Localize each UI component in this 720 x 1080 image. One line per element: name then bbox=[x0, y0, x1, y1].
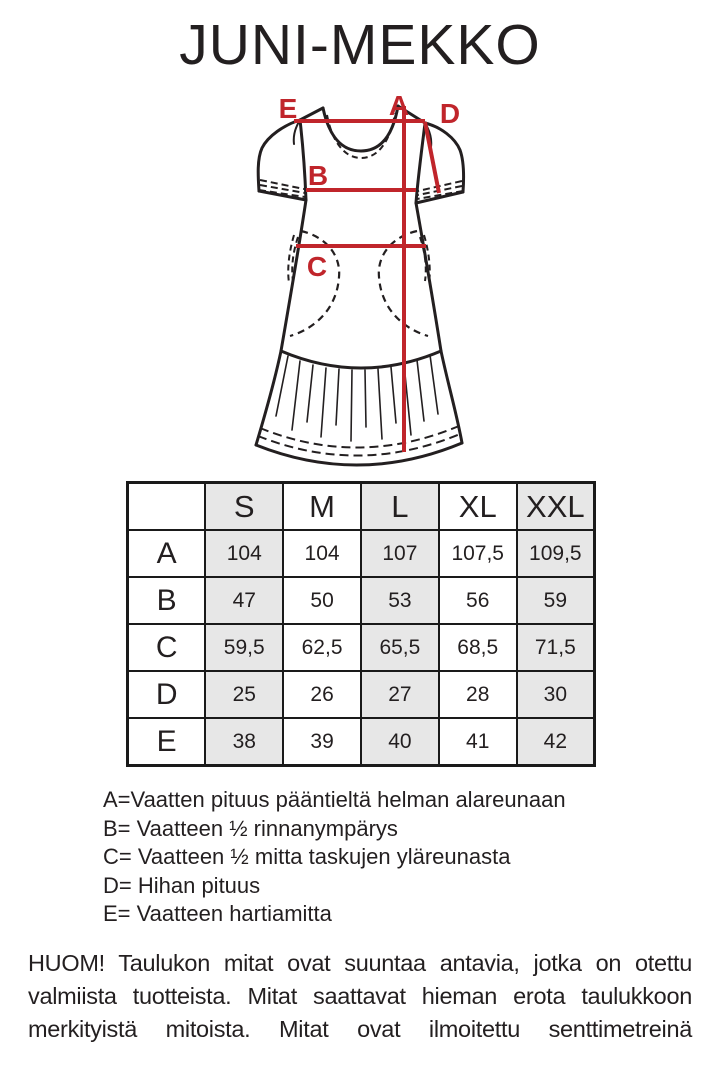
cell-b-xl: 56 bbox=[439, 577, 517, 624]
table-row-a bbox=[128, 530, 595, 577]
cell-c-xl: 68,5 bbox=[439, 624, 517, 671]
cell-c-l: 65,5 bbox=[361, 624, 439, 671]
armhole-right bbox=[416, 123, 425, 203]
cuff-stitching-left bbox=[259, 180, 305, 197]
cell-b-xxl: 59 bbox=[517, 577, 595, 624]
measurement-label-c: C bbox=[306, 251, 328, 282]
table-row-c bbox=[128, 624, 595, 671]
table-row-b bbox=[128, 577, 595, 624]
dress-diagram bbox=[236, 84, 482, 476]
cell-d-s: 25 bbox=[205, 671, 283, 718]
cell-e-xl: 41 bbox=[439, 718, 517, 766]
note-line-2: valmiista tuotteista. Mitat saattavat hieman erota taulukkoon bbox=[28, 983, 692, 1009]
armhole-left bbox=[300, 120, 306, 200]
size-column-header-xl: XL bbox=[439, 483, 517, 531]
shoulder-seam-left bbox=[300, 108, 323, 120]
measure-row-label: A bbox=[128, 530, 206, 577]
page-title: JUNI-MEKKO bbox=[179, 13, 541, 77]
measure-row-label: D bbox=[128, 671, 206, 718]
neckline bbox=[323, 106, 398, 151]
cell-a-s: 104 bbox=[205, 530, 283, 577]
measurement-label-b: B bbox=[307, 160, 329, 191]
bodice-side-left bbox=[281, 200, 306, 351]
size-column-header-s: S bbox=[205, 483, 283, 531]
measurement-legend bbox=[103, 786, 566, 929]
legend-line-d: D= Hihan pituus bbox=[103, 872, 261, 898]
table-row-d bbox=[128, 671, 595, 718]
hem-stitching bbox=[258, 426, 460, 456]
bodice-side-right bbox=[416, 203, 441, 351]
legend-line-a: A=Vaatten pituus pääntieltä helman alareunaan bbox=[103, 787, 566, 812]
note-line-3: merkityistä mitoista. Mitat ovat ilmoitettu senttimetreinä bbox=[28, 1016, 692, 1042]
cell-c-m: 62,5 bbox=[283, 624, 361, 671]
cell-e-m: 39 bbox=[283, 718, 361, 766]
cell-d-xxl: 30 bbox=[517, 671, 595, 718]
cell-d-l: 27 bbox=[361, 671, 439, 718]
measurement-line-d bbox=[425, 122, 439, 193]
size-column-header-l: L bbox=[361, 483, 439, 531]
measurement-label-e: E bbox=[278, 93, 298, 124]
size-column-header-xxl: XXL bbox=[517, 483, 595, 531]
cell-a-xxl: 109,5 bbox=[517, 530, 595, 577]
cell-d-m: 26 bbox=[283, 671, 361, 718]
cell-a-l: 107 bbox=[361, 530, 439, 577]
size-column-header-m: M bbox=[283, 483, 361, 531]
measurement-label-d: D bbox=[439, 98, 461, 129]
cell-a-xl: 107,5 bbox=[439, 530, 517, 577]
legend-line-c: C= Vaatteen ½ mitta taskujen yläreunasta bbox=[103, 844, 511, 869]
cell-c-s: 59,5 bbox=[205, 624, 283, 671]
cell-c-xxl: 71,5 bbox=[517, 624, 595, 671]
cell-e-s: 38 bbox=[205, 718, 283, 766]
legend-line-b: B= Vaatteen ½ rinnanympärys bbox=[103, 815, 398, 841]
cell-a-m: 104 bbox=[283, 530, 361, 577]
note-line-1: HUOM! Taulukon mitat ovat suuntaa antavia, jotka on otettu bbox=[28, 950, 692, 976]
measurement-label-a: A bbox=[388, 90, 410, 121]
cell-e-l: 40 bbox=[361, 718, 439, 766]
size-table-corner-cell bbox=[128, 483, 206, 531]
size-table bbox=[126, 481, 596, 767]
measure-row-label: B bbox=[128, 577, 206, 624]
note-paragraph bbox=[28, 947, 692, 1046]
cell-e-xxl: 42 bbox=[517, 718, 595, 766]
legend-line-e: E= Vaatteen hartiamitta bbox=[103, 901, 332, 926]
size-table-header-row bbox=[128, 483, 595, 531]
measure-row-label: C bbox=[128, 624, 206, 671]
table-row-e bbox=[128, 718, 595, 766]
cell-b-l: 53 bbox=[361, 577, 439, 624]
cell-b-s: 47 bbox=[205, 577, 283, 624]
cell-d-xl: 28 bbox=[439, 671, 517, 718]
cell-b-m: 50 bbox=[283, 577, 361, 624]
measure-row-label: E bbox=[128, 718, 206, 766]
